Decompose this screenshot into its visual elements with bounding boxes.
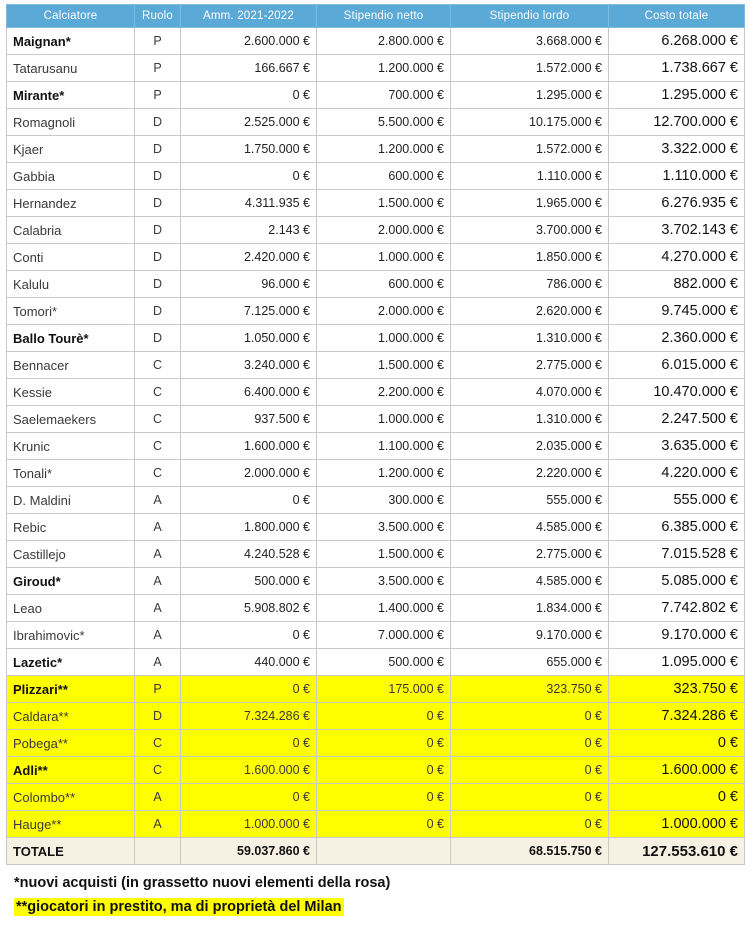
total-row <box>7 838 745 865</box>
cell-stipendio-netto: 0 € <box>317 757 451 784</box>
cell-costo-totale: 1.095.000 € <box>609 649 745 676</box>
cell-stipendio-lordo: 1.110.000 € <box>451 163 609 190</box>
cell-role: D <box>135 109 181 136</box>
cell-stipendio-lordo: 0 € <box>451 730 609 757</box>
cell-player-name: Calabria <box>7 217 135 244</box>
cell-stipendio-netto: 1.000.000 € <box>317 325 451 352</box>
cell-amm: 2.000.000 € <box>181 460 317 487</box>
column-header-calciatore: Calciatore <box>7 5 135 28</box>
cell-role: C <box>135 730 181 757</box>
cell-amm: 4.311.935 € <box>181 190 317 217</box>
cell-amm: 2.525.000 € <box>181 109 317 136</box>
cell-amm: 0 € <box>181 784 317 811</box>
cell-role: A <box>135 487 181 514</box>
cell-player-name: Tomori* <box>7 298 135 325</box>
cell-stipendio-netto: 2.000.000 € <box>317 298 451 325</box>
cell-player-name: Leao <box>7 595 135 622</box>
cell-role: A <box>135 622 181 649</box>
cell-amm: 0 € <box>181 622 317 649</box>
cell-total-lordo: 68.515.750 € <box>451 838 609 865</box>
cell-stipendio-netto: 1.200.000 € <box>317 136 451 163</box>
cell-stipendio-netto: 3.500.000 € <box>317 514 451 541</box>
cell-player-name: Lazetic* <box>7 649 135 676</box>
table-row <box>7 676 745 703</box>
column-header-stipendio-lordo: Stipendio lordo <box>451 5 609 28</box>
cell-stipendio-lordo: 2.220.000 € <box>451 460 609 487</box>
cell-stipendio-lordo: 323.750 € <box>451 676 609 703</box>
cell-stipendio-lordo: 1.965.000 € <box>451 190 609 217</box>
cell-role: A <box>135 595 181 622</box>
cell-amm: 0 € <box>181 487 317 514</box>
cell-amm: 1.800.000 € <box>181 514 317 541</box>
cell-stipendio-netto: 2.200.000 € <box>317 379 451 406</box>
cell-stipendio-lordo: 2.035.000 € <box>451 433 609 460</box>
cell-stipendio-netto: 0 € <box>317 784 451 811</box>
cell-player-name: Conti <box>7 244 135 271</box>
cell-costo-totale: 6.268.000 € <box>609 28 745 55</box>
cell-stipendio-lordo: 1.834.000 € <box>451 595 609 622</box>
cell-stipendio-lordo: 1.572.000 € <box>451 55 609 82</box>
cell-player-name: D. Maldini <box>7 487 135 514</box>
cell-amm: 0 € <box>181 82 317 109</box>
cell-player-name: Kessie <box>7 379 135 406</box>
cell-amm: 7.324.286 € <box>181 703 317 730</box>
note-new-signings: *nuovi acquisti (in grassetto nuovi elementi della rosa) <box>14 875 391 891</box>
cell-total-netto <box>317 838 451 865</box>
cell-costo-totale: 6.015.000 € <box>609 352 745 379</box>
cell-amm: 96.000 € <box>181 271 317 298</box>
cell-player-name: Tonali* <box>7 460 135 487</box>
table-row <box>7 541 745 568</box>
cell-player-name: Colombo** <box>7 784 135 811</box>
table-header <box>7 5 745 28</box>
cell-player-name: Tatarusanu <box>7 55 135 82</box>
table-row <box>7 379 745 406</box>
cell-total-amm: 59.037.860 € <box>181 838 317 865</box>
cell-stipendio-lordo: 1.850.000 € <box>451 244 609 271</box>
cell-amm: 0 € <box>181 163 317 190</box>
table-row <box>7 784 745 811</box>
table-row <box>7 325 745 352</box>
cell-costo-totale: 9.170.000 € <box>609 622 745 649</box>
cell-costo-totale: 1.600.000 € <box>609 757 745 784</box>
cell-stipendio-lordo: 3.668.000 € <box>451 28 609 55</box>
cell-role: C <box>135 352 181 379</box>
cell-player-name: Castillejo <box>7 541 135 568</box>
cell-player-name: Mirante* <box>7 82 135 109</box>
cell-stipendio-lordo: 10.175.000 € <box>451 109 609 136</box>
cell-stipendio-netto: 1.500.000 € <box>317 541 451 568</box>
cell-stipendio-netto: 500.000 € <box>317 649 451 676</box>
cell-stipendio-lordo: 0 € <box>451 811 609 838</box>
cell-stipendio-lordo: 9.170.000 € <box>451 622 609 649</box>
cell-amm: 2.600.000 € <box>181 28 317 55</box>
cell-stipendio-netto: 0 € <box>317 730 451 757</box>
cell-stipendio-lordo: 2.775.000 € <box>451 541 609 568</box>
cell-player-name: Kjaer <box>7 136 135 163</box>
cell-costo-totale: 0 € <box>609 784 745 811</box>
cell-costo-totale: 4.270.000 € <box>609 244 745 271</box>
cell-amm: 2.143 € <box>181 217 317 244</box>
cell-amm: 440.000 € <box>181 649 317 676</box>
cell-costo-totale: 0 € <box>609 730 745 757</box>
table-row <box>7 28 745 55</box>
table-row <box>7 730 745 757</box>
cell-stipendio-netto: 0 € <box>317 703 451 730</box>
cell-costo-totale: 4.220.000 € <box>609 460 745 487</box>
cell-amm: 7.125.000 € <box>181 298 317 325</box>
cell-role: D <box>135 136 181 163</box>
cell-amm: 2.420.000 € <box>181 244 317 271</box>
cell-stipendio-netto: 600.000 € <box>317 163 451 190</box>
cell-player-name: Bennacer <box>7 352 135 379</box>
cell-total-costo: 127.553.610 € <box>609 838 745 865</box>
cell-costo-totale: 10.470.000 € <box>609 379 745 406</box>
cell-amm: 1.050.000 € <box>181 325 317 352</box>
table-row <box>7 217 745 244</box>
cell-player-name: Caldara** <box>7 703 135 730</box>
cell-player-name: Ibrahimovic* <box>7 622 135 649</box>
cell-player-name: Giroud* <box>7 568 135 595</box>
cell-costo-totale: 6.385.000 € <box>609 514 745 541</box>
cell-player-name: Hauge** <box>7 811 135 838</box>
cell-costo-totale: 3.322.000 € <box>609 136 745 163</box>
cell-amm: 4.240.528 € <box>181 541 317 568</box>
cell-role: P <box>135 55 181 82</box>
cell-stipendio-netto: 0 € <box>317 811 451 838</box>
cell-costo-totale: 2.247.500 € <box>609 406 745 433</box>
cell-amm: 166.667 € <box>181 55 317 82</box>
cell-stipendio-netto: 700.000 € <box>317 82 451 109</box>
table-row <box>7 460 745 487</box>
cell-costo-totale: 3.702.143 € <box>609 217 745 244</box>
cell-amm: 1.000.000 € <box>181 811 317 838</box>
cell-costo-totale: 555.000 € <box>609 487 745 514</box>
cell-stipendio-netto: 2.000.000 € <box>317 217 451 244</box>
table-row <box>7 487 745 514</box>
table-row <box>7 109 745 136</box>
cell-stipendio-lordo: 1.310.000 € <box>451 325 609 352</box>
table-row <box>7 568 745 595</box>
cell-stipendio-lordo: 0 € <box>451 757 609 784</box>
cell-amm: 0 € <box>181 676 317 703</box>
cell-amm: 1.600.000 € <box>181 433 317 460</box>
table-row <box>7 190 745 217</box>
cell-role: P <box>135 28 181 55</box>
cell-stipendio-netto: 7.000.000 € <box>317 622 451 649</box>
cell-player-name: Kalulu <box>7 271 135 298</box>
cell-amm: 937.500 € <box>181 406 317 433</box>
column-header-ruolo: Ruolo <box>135 5 181 28</box>
cell-costo-totale: 12.700.000 € <box>609 109 745 136</box>
cell-amm: 0 € <box>181 730 317 757</box>
cell-stipendio-lordo: 655.000 € <box>451 649 609 676</box>
cell-stipendio-lordo: 0 € <box>451 703 609 730</box>
cell-stipendio-netto: 600.000 € <box>317 271 451 298</box>
table-row <box>7 595 745 622</box>
cell-amm: 1.750.000 € <box>181 136 317 163</box>
table-row <box>7 55 745 82</box>
cell-player-name: Adli** <box>7 757 135 784</box>
table-row <box>7 298 745 325</box>
cell-role: A <box>135 649 181 676</box>
cell-total-label: TOTALE <box>7 838 135 865</box>
table-row <box>7 271 745 298</box>
cell-player-name: Romagnoli <box>7 109 135 136</box>
cell-amm: 3.240.000 € <box>181 352 317 379</box>
cell-role: A <box>135 784 181 811</box>
cell-role: C <box>135 433 181 460</box>
cell-stipendio-lordo: 4.585.000 € <box>451 568 609 595</box>
cell-role: A <box>135 541 181 568</box>
cell-stipendio-netto: 5.500.000 € <box>317 109 451 136</box>
cell-stipendio-netto: 1.000.000 € <box>317 244 451 271</box>
table-row <box>7 244 745 271</box>
cell-stipendio-netto: 1.000.000 € <box>317 406 451 433</box>
cell-role: A <box>135 811 181 838</box>
cell-role: A <box>135 514 181 541</box>
cell-costo-totale: 882.000 € <box>609 271 745 298</box>
cell-stipendio-lordo: 2.620.000 € <box>451 298 609 325</box>
notes-block <box>6 865 744 923</box>
roster-table <box>6 4 745 865</box>
cell-costo-totale: 2.360.000 € <box>609 325 745 352</box>
cell-costo-totale: 9.745.000 € <box>609 298 745 325</box>
cell-stipendio-lordo: 0 € <box>451 784 609 811</box>
cell-costo-totale: 3.635.000 € <box>609 433 745 460</box>
cell-role: D <box>135 703 181 730</box>
cell-stipendio-lordo: 4.585.000 € <box>451 514 609 541</box>
cell-amm: 1.600.000 € <box>181 757 317 784</box>
cell-stipendio-netto: 1.500.000 € <box>317 352 451 379</box>
cell-player-name: Gabbia <box>7 163 135 190</box>
cell-stipendio-lordo: 786.000 € <box>451 271 609 298</box>
cell-role: D <box>135 217 181 244</box>
cell-role: D <box>135 163 181 190</box>
cell-stipendio-netto: 175.000 € <box>317 676 451 703</box>
cell-stipendio-lordo: 2.775.000 € <box>451 352 609 379</box>
cell-role: A <box>135 568 181 595</box>
cell-costo-totale: 7.742.802 € <box>609 595 745 622</box>
table-row <box>7 811 745 838</box>
cell-player-name: Hernandez <box>7 190 135 217</box>
table-row <box>7 352 745 379</box>
cell-role: D <box>135 244 181 271</box>
table-row <box>7 757 745 784</box>
cell-costo-totale: 5.085.000 € <box>609 568 745 595</box>
column-header-costo-totale: Costo totale <box>609 5 745 28</box>
cell-player-name: Plizzari** <box>7 676 135 703</box>
cell-stipendio-lordo: 1.572.000 € <box>451 136 609 163</box>
cell-stipendio-netto: 3.500.000 € <box>317 568 451 595</box>
cell-amm: 6.400.000 € <box>181 379 317 406</box>
cell-stipendio-netto: 300.000 € <box>317 487 451 514</box>
cell-costo-totale: 1.295.000 € <box>609 82 745 109</box>
cell-costo-totale: 323.750 € <box>609 676 745 703</box>
cell-role: D <box>135 190 181 217</box>
cell-costo-totale: 7.015.528 € <box>609 541 745 568</box>
cell-player-name: Krunic <box>7 433 135 460</box>
cell-total-role <box>135 838 181 865</box>
cell-player-name: Rebic <box>7 514 135 541</box>
cell-stipendio-lordo: 1.295.000 € <box>451 82 609 109</box>
cell-stipendio-lordo: 4.070.000 € <box>451 379 609 406</box>
cell-role: C <box>135 379 181 406</box>
column-header-stipendio-netto: Stipendio netto <box>317 5 451 28</box>
column-header-amm: Amm. 2021-2022 <box>181 5 317 28</box>
cell-role: P <box>135 82 181 109</box>
cell-costo-totale: 1.000.000 € <box>609 811 745 838</box>
cell-player-name: Saelemaekers <box>7 406 135 433</box>
cell-role: P <box>135 676 181 703</box>
table-row <box>7 433 745 460</box>
cell-role: C <box>135 757 181 784</box>
cell-amm: 5.908.802 € <box>181 595 317 622</box>
cell-stipendio-netto: 2.800.000 € <box>317 28 451 55</box>
cell-costo-totale: 1.738.667 € <box>609 55 745 82</box>
cell-role: D <box>135 271 181 298</box>
cell-player-name: Maignan* <box>7 28 135 55</box>
table-row <box>7 82 745 109</box>
cell-role: C <box>135 460 181 487</box>
cell-role: D <box>135 298 181 325</box>
cell-stipendio-lordo: 3.700.000 € <box>451 217 609 244</box>
table-row <box>7 163 745 190</box>
table-body <box>7 28 745 865</box>
cell-amm: 500.000 € <box>181 568 317 595</box>
cell-stipendio-lordo: 1.310.000 € <box>451 406 609 433</box>
cell-role: C <box>135 406 181 433</box>
cell-player-name: Pobega** <box>7 730 135 757</box>
cell-player-name: Ballo Tourè* <box>7 325 135 352</box>
cell-stipendio-lordo: 555.000 € <box>451 487 609 514</box>
table-row <box>7 406 745 433</box>
cell-stipendio-netto: 1.400.000 € <box>317 595 451 622</box>
note-loan-players: **giocatori in prestito, ma di proprietà del Milan <box>16 899 342 915</box>
table-row <box>7 514 745 541</box>
table-row <box>7 649 745 676</box>
cell-costo-totale: 1.110.000 € <box>609 163 745 190</box>
table-row <box>7 622 745 649</box>
cell-costo-totale: 6.276.935 € <box>609 190 745 217</box>
cell-stipendio-netto: 1.100.000 € <box>317 433 451 460</box>
cell-stipendio-netto: 1.500.000 € <box>317 190 451 217</box>
cell-stipendio-netto: 1.200.000 € <box>317 55 451 82</box>
table-row <box>7 703 745 730</box>
header-row <box>7 5 745 28</box>
cell-costo-totale: 7.324.286 € <box>609 703 745 730</box>
cell-stipendio-netto: 1.200.000 € <box>317 460 451 487</box>
table-row <box>7 136 745 163</box>
cell-role: D <box>135 325 181 352</box>
